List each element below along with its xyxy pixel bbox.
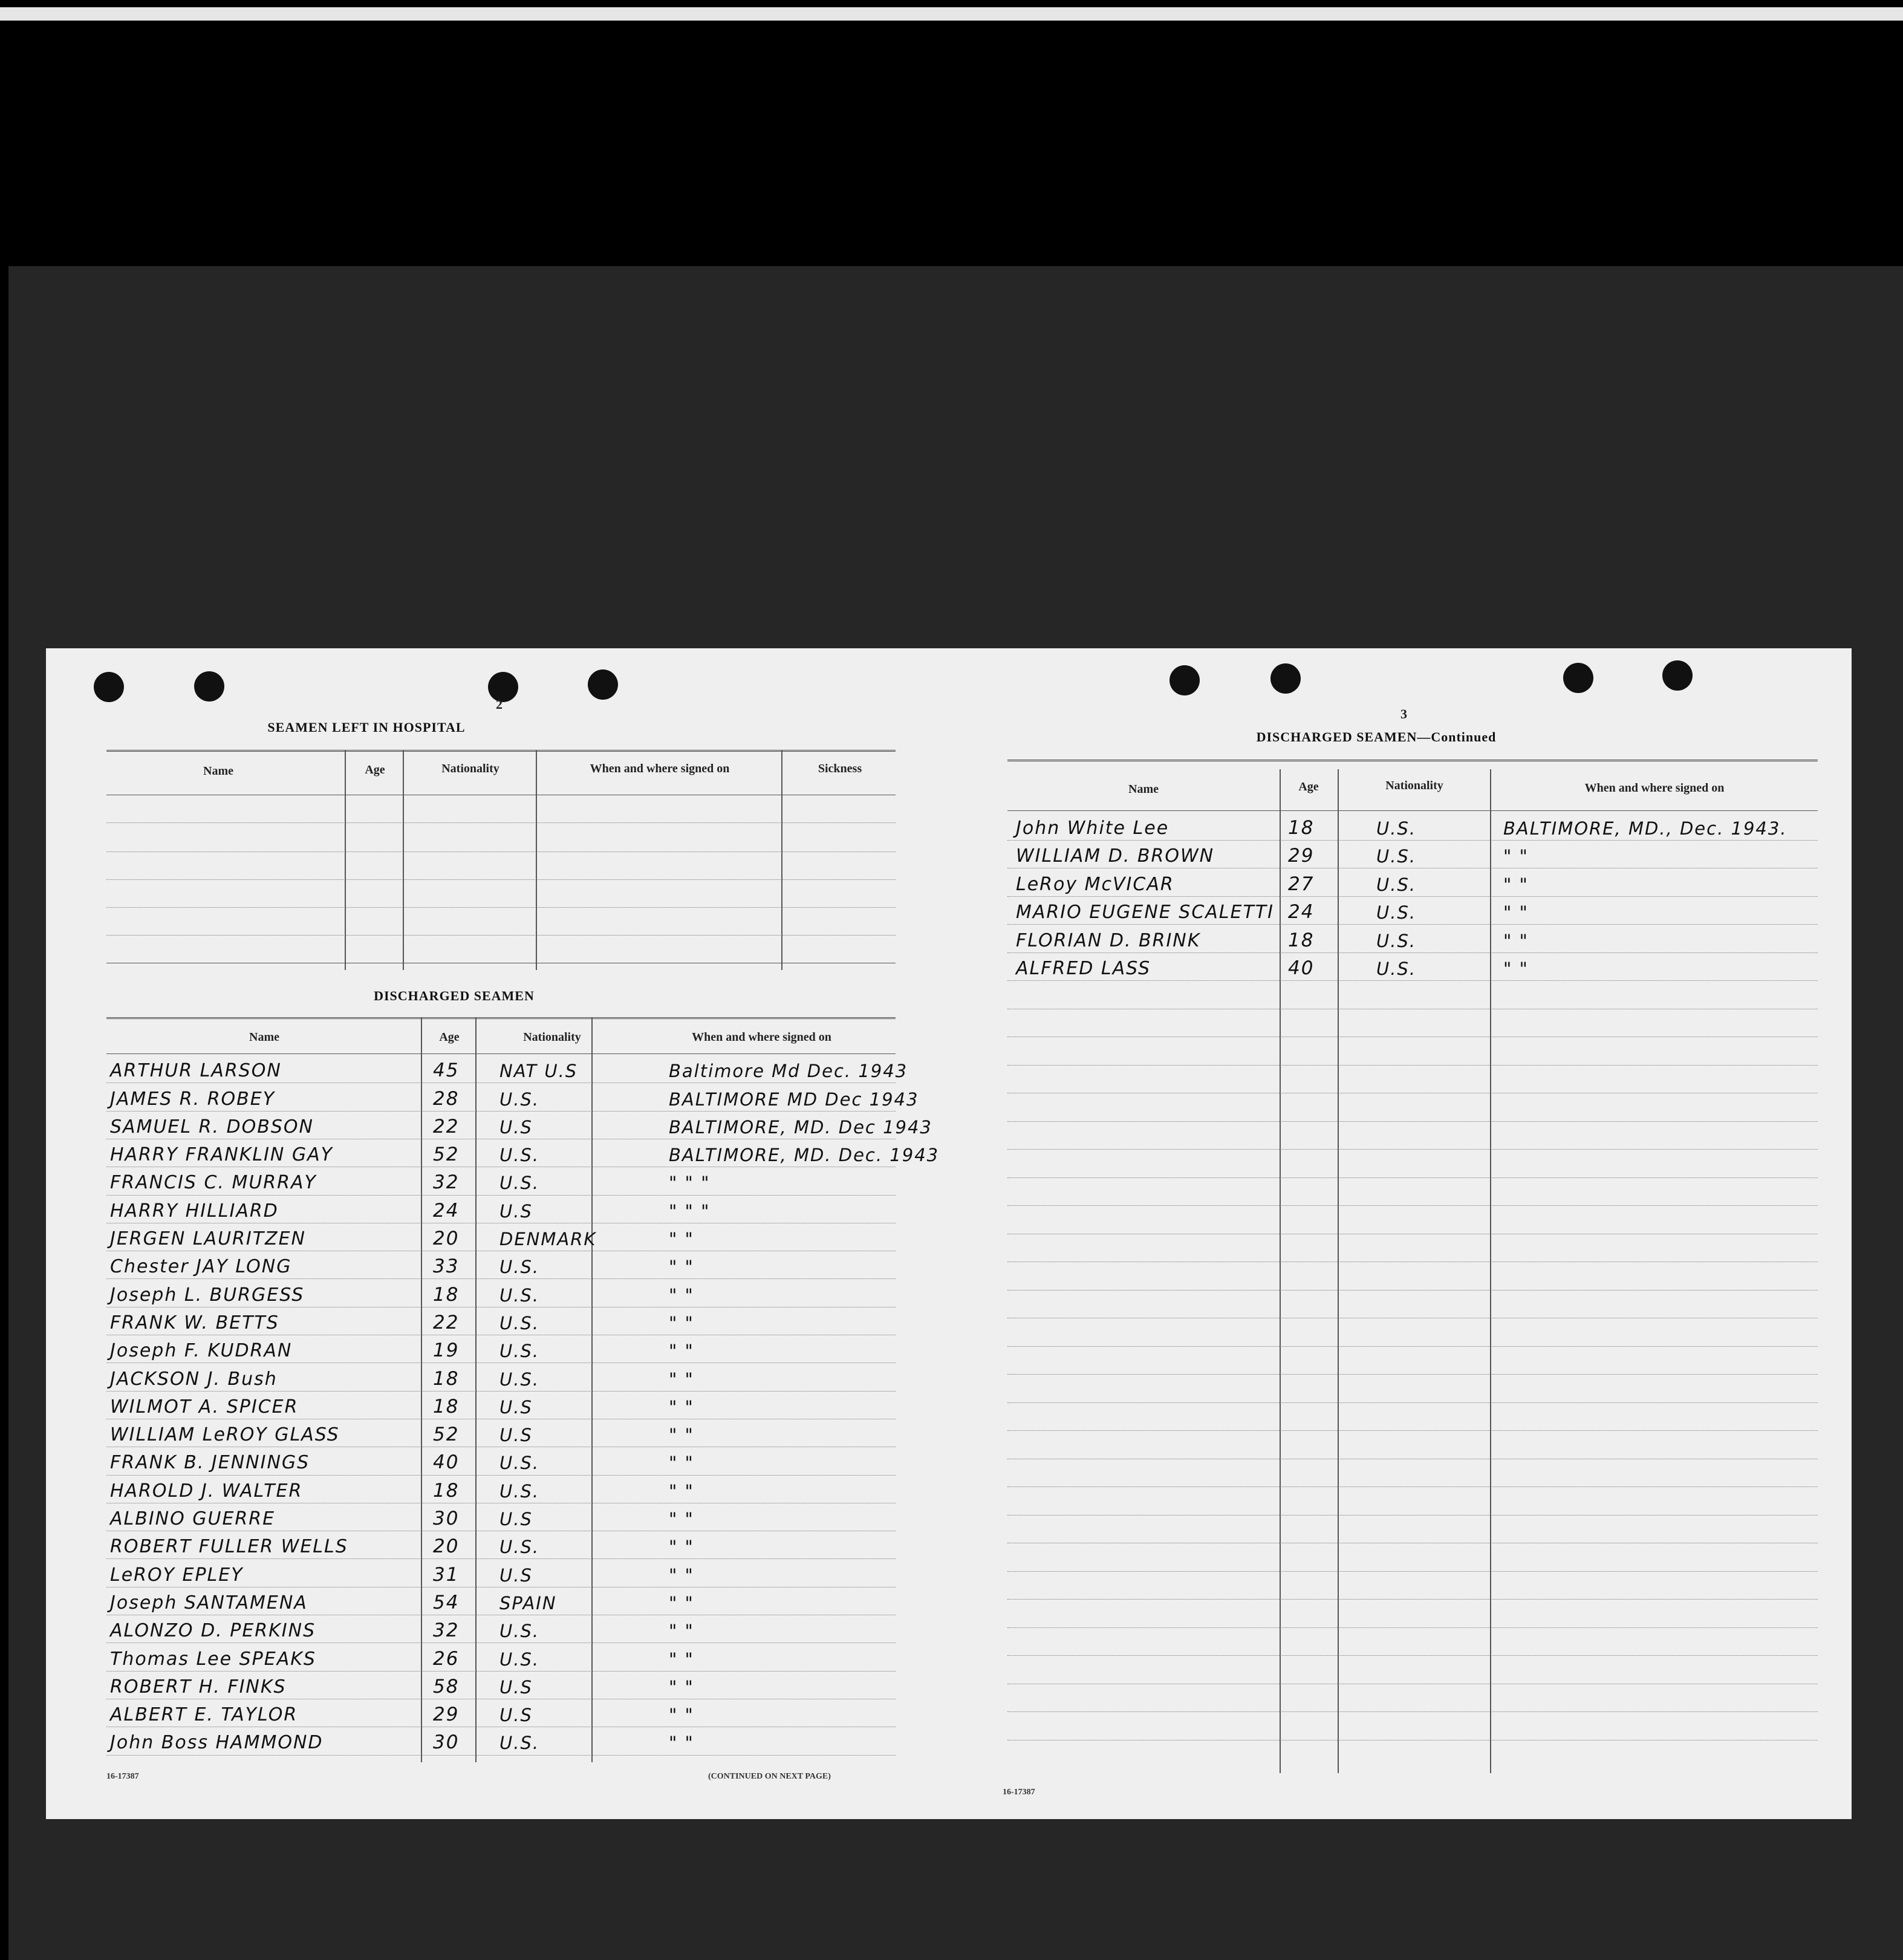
seaman-name: LeRoy McVICAR [1016,873,1174,895]
seaman-age: 30 [433,1731,460,1754]
signed-on: " " [669,1621,694,1642]
seaman-age: 18 [1288,816,1315,839]
discharged-continued-title: DISCHARGED SEAMEN—Continued [1256,729,1497,744]
seaman-age: 54 [433,1591,460,1613]
seaman-name: ROBERT H. FINKS [110,1676,287,1698]
table-row [1007,840,1818,868]
seaman-age: 28 [433,1087,460,1110]
seaman-nationality: U.S. [499,1733,540,1754]
table-row [1007,868,1818,896]
signed-on: BALTIMORE, MD., Dec. 1943. [1503,818,1788,839]
seaman-age: 32 [433,1620,460,1642]
signed-on: " " [1503,874,1529,895]
seaman-age: 22 [433,1115,460,1138]
binder-hole [1169,665,1200,695]
table-row [1007,924,1818,952]
microfilm-top-border [0,0,1903,266]
seaman-nationality: U.S. [499,1089,540,1110]
continued-col-signed: When and where signed on [1584,781,1725,795]
table-row [106,1727,896,1754]
signed-on: " " [669,1229,694,1250]
discharged-col-signed: When and where signed on [692,1030,831,1044]
seaman-nationality: U.S. [499,1312,540,1333]
table-row [106,1363,896,1390]
hospital-col-name: Name [203,764,233,778]
seaman-name: Joseph F. KUDRAN [110,1340,293,1362]
page-number-left: 2 [496,697,503,712]
seaman-name: ALFRED LASS [1016,958,1151,979]
table-row [106,1083,919,1110]
signed-on: " " [669,1369,694,1390]
seaman-nationality: U.S. [1376,874,1417,895]
page-number-right: 3 [1400,706,1407,721]
seaman-nationality: U.S. [1376,846,1417,867]
seaman-name: HARRY HILLIARD [110,1200,279,1222]
seaman-nationality: NAT U.S [499,1061,578,1082]
table-row [106,1615,896,1643]
seaman-name: ARTHUR LARSON [110,1060,282,1082]
seaman-name: ALBINO GUERRE [110,1508,276,1530]
seaman-nationality: U.S [499,1116,533,1138]
seaman-name: HAROLD J. WALTER [110,1480,303,1502]
hospital-section-title: SEAMEN LEFT IN HOSPITAL [267,720,466,735]
hospital-col-nationality: Nationality [441,762,499,775]
seaman-age: 20 [433,1535,460,1558]
signed-on: " " [669,1564,694,1586]
seaman-nationality: SPAIN [499,1592,557,1613]
signed-on: " " [669,1396,694,1418]
table-row [106,1195,896,1223]
seaman-nationality: U.S [499,1509,533,1530]
seaman-name: Joseph L. BURGESS [110,1284,305,1306]
signed-on: " " [669,1509,694,1530]
signed-on: BALTIMORE, MD. Dec. 1943 [669,1145,940,1166]
continued-note: (CONTINUED ON NEXT PAGE) [708,1772,831,1781]
table-row [106,1251,896,1278]
signed-on: " " [669,1705,694,1726]
hospital-col-signed: When and where signed on [590,762,730,775]
table-row [1007,896,1818,925]
seaman-age: 18 [1288,929,1315,951]
seaman-age: 20 [433,1228,460,1250]
seaman-name: ALONZO D. PERKINS [110,1620,316,1642]
seaman-nationality: U.S. [1376,959,1417,979]
seaman-age: 30 [433,1508,460,1530]
seaman-nationality: U.S. [1376,818,1417,839]
seaman-nationality: U.S. [499,1453,540,1474]
table-row [106,1391,896,1419]
signed-on: " " [669,1592,694,1613]
seaman-nationality: U.S [499,1676,533,1698]
table-row [106,1167,896,1194]
document-spread [46,648,1852,1819]
seaman-name: WILLIAM D. BROWN [1016,845,1215,867]
binder-hole [1662,660,1693,691]
binder-hole [194,671,224,702]
table-row [106,1223,896,1251]
seaman-nationality: U.S [499,1564,533,1586]
signed-on: " " " [669,1200,711,1222]
signed-on: Baltimore Md Dec. 1943 [669,1061,908,1082]
signed-on: " " [669,1733,694,1754]
signed-on: " " " [669,1173,711,1194]
signed-on: BALTIMORE MD Dec 1943 [669,1089,919,1110]
seaman-name: FLORIAN D. BRINK [1016,930,1201,951]
seaman-name: WILMOT A. SPICER [110,1396,299,1418]
seaman-name: SAMUEL R. DOBSON [110,1116,314,1138]
table-row [106,1278,896,1306]
seaman-nationality: U.S. [1376,902,1417,923]
seaman-nationality: U.S. [499,1369,540,1390]
seaman-name: WILLIAM LeROY GLASS [110,1424,340,1446]
binder-hole [488,672,518,702]
seaman-name: Thomas Lee SPEAKS [110,1648,316,1670]
table-row [106,1475,896,1503]
seaman-name: FRANK W. BETTS [110,1312,279,1333]
table-row [106,1055,908,1083]
table-row [106,1335,896,1363]
table-row [1007,812,1818,840]
table-row [106,1531,896,1558]
seaman-nationality: U.S. [1376,930,1417,951]
signed-on: BALTIMORE, MD. Dec 1943 [669,1116,932,1138]
table-row [106,1503,896,1531]
binder-hole [588,669,618,700]
seaman-age: 29 [433,1704,460,1726]
binder-hole [1270,663,1301,694]
form-number-left: 16-17387 [106,1772,139,1781]
seaman-age: 18 [433,1283,460,1306]
signed-on: " " [669,1676,694,1698]
seaman-nationality: U.S. [499,1480,540,1502]
table-row [106,1643,896,1670]
seaman-nationality: DENMARK [499,1229,597,1250]
table-row [1007,952,1818,981]
seaman-nationality: U.S [499,1705,533,1726]
seaman-name: JACKSON J. Bush [110,1368,278,1390]
binder-hole [94,672,124,702]
seaman-age: 18 [433,1479,460,1502]
seaman-nationality: U.S. [499,1621,540,1642]
seaman-nationality: U.S. [499,1145,540,1166]
signed-on: " " [669,1341,694,1362]
seaman-age: 31 [433,1563,460,1586]
seaman-nationality: U.S. [499,1341,540,1362]
seaman-name: MARIO EUGENE SCALETTI [1016,902,1274,923]
seaman-name: JAMES R. ROBEY [110,1088,276,1110]
seaman-age: 18 [433,1367,460,1390]
table-row [106,1558,896,1586]
seaman-nationality: U.S. [499,1284,540,1306]
signed-on: " " [669,1257,694,1278]
seaman-age: 22 [433,1311,460,1333]
seaman-age: 40 [1288,957,1315,979]
hospital-col-age: Age [365,763,385,777]
signed-on: " " [1503,846,1529,867]
signed-on: " " [669,1537,694,1558]
table-row [106,1139,940,1167]
discharged-section-title: DISCHARGED SEAMEN [374,988,535,1003]
table-row [106,1587,896,1615]
form-number-right: 16-17387 [1003,1788,1035,1797]
film-edge-line [0,7,1903,21]
table-row [106,1671,896,1699]
signed-on: " " [669,1312,694,1333]
seaman-name: HARRY FRANKLIN GAY [110,1144,334,1166]
continued-col-name: Name [1128,783,1159,796]
seaman-age: 45 [433,1060,460,1082]
seaman-age: 26 [433,1647,460,1670]
table-row [106,1447,896,1474]
signed-on: " " [669,1453,694,1474]
seaman-name: ALBERT E. TAYLOR [110,1704,298,1726]
seaman-name: LeROY EPLEY [110,1564,244,1586]
table-row [106,1307,896,1335]
seaman-name: John Boss HAMMOND [110,1732,324,1754]
discharged-col-age: Age [439,1030,460,1044]
seaman-name: JERGEN LAURITZEN [110,1228,306,1250]
seaman-age: 29 [1288,845,1315,867]
seaman-age: 58 [433,1675,460,1698]
signed-on: " " [1503,930,1529,951]
signed-on: " " [669,1649,694,1670]
table-row [106,1419,896,1447]
signed-on: " " [1503,902,1529,923]
signed-on: " " [1503,959,1529,979]
seaman-age: 33 [433,1255,460,1278]
seaman-age: 52 [433,1424,460,1446]
seaman-nationality: U.S [499,1425,533,1446]
continued-col-age: Age [1298,780,1319,793]
seaman-age: 27 [1288,873,1315,895]
table-row [106,1699,896,1727]
seaman-age: 32 [433,1171,460,1194]
seaman-name: FRANCIS C. MURRAY [110,1172,317,1194]
seaman-nationality: U.S. [499,1257,540,1278]
seaman-nationality: U.S [499,1396,533,1418]
seaman-age: 18 [433,1395,460,1418]
seaman-age: 24 [433,1199,460,1222]
hospital-col-sickness: Sickness [818,762,862,775]
signed-on: " " [669,1284,694,1306]
seaman-age: 19 [433,1340,460,1362]
seaman-nationality: U.S. [499,1173,540,1194]
seaman-name: FRANK B. JENNINGS [110,1452,310,1474]
seaman-nationality: U.S [499,1200,533,1222]
seaman-name: ROBERT FULLER WELLS [110,1536,348,1558]
seaman-nationality: U.S. [499,1537,540,1558]
discharged-col-name: Name [249,1030,279,1044]
table-row [106,1111,932,1139]
discharged-col-nationality: Nationality [523,1030,581,1044]
seaman-age: 52 [433,1144,460,1166]
seaman-age: 40 [433,1451,460,1474]
seaman-name: John White Lee [1016,817,1169,839]
seaman-age: 24 [1288,901,1315,923]
binder-hole [1563,663,1593,693]
seaman-nationality: U.S. [499,1649,540,1670]
seaman-name: Chester JAY LONG [110,1256,292,1278]
signed-on: " " [669,1480,694,1502]
seaman-name: Joseph SANTAMENA [110,1592,308,1613]
signed-on: " " [669,1425,694,1446]
continued-col-nationality: Nationality [1385,779,1443,792]
